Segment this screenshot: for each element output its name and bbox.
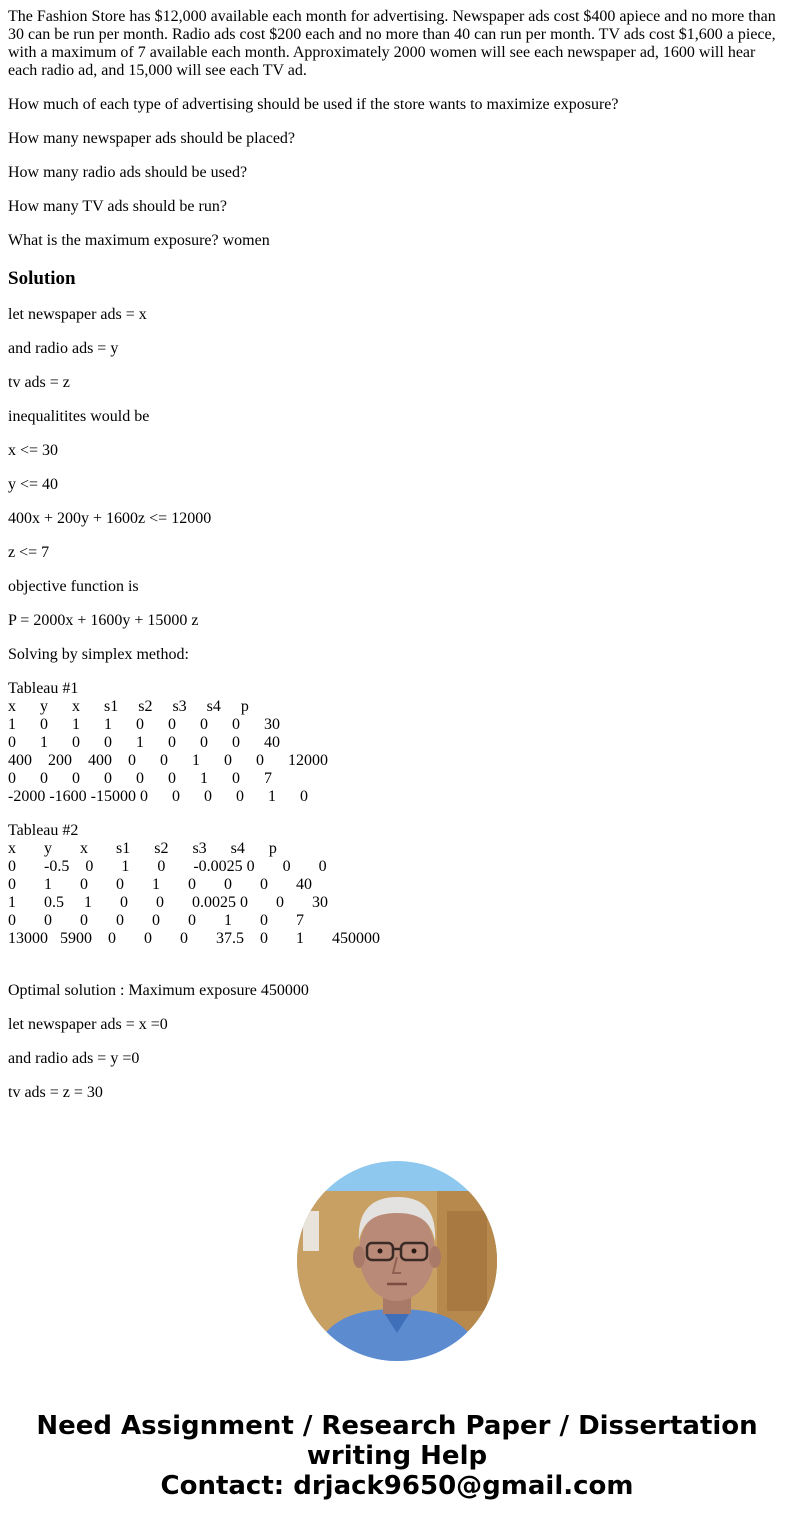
tableau-row: 0 1 0 0 1 0 0 0 40 (8, 734, 280, 751)
solution-line: let newspaper ads = x (8, 306, 147, 323)
solution-line: z <= 7 (8, 544, 50, 561)
solution-line: tv ads = z (8, 374, 70, 391)
footer-banner (0, 1411, 794, 1501)
question-5: What is the maximum exposure? women (8, 232, 270, 249)
tableau-row: 0 -0.5 0 1 0 -0.0025 0 0 0 (8, 858, 327, 875)
tableau-row: 1 0 1 1 0 0 0 0 30 (8, 716, 280, 733)
tableau-title: Tableau #1 (8, 680, 79, 697)
question-3: How many radio ads should be used? (8, 164, 248, 181)
tableau-row: x y x s1 s2 s3 s4 p (8, 698, 249, 715)
question-2: How many newspaper ads should be placed? (8, 130, 296, 147)
author-avatar (297, 1161, 497, 1361)
tableau-title: Tableau #2 (8, 822, 79, 839)
tableau-row: 0 0 0 0 0 0 1 0 7 (8, 770, 272, 787)
tableau-row: 1 0.5 1 0 0 0.0025 0 0 30 (8, 894, 328, 911)
tableau-row: -2000 -1600 -15000 0 0 0 0 1 0 (8, 788, 308, 805)
footer-contact: Contact: drjack9650@gmail.com (160, 1471, 634, 1501)
solution-line: Solving by simplex method: (8, 646, 189, 663)
solution-heading: Solution (8, 268, 76, 289)
question-intro: The Fashion Store has $12,000 available each month for advertising. Newspaper ads cost $400 apiece and no more than 30 can be run per month. Radio ads cost $200 each and no more than 40 can run per month. TV ads cost $1,600 a piece, with a maximum of 7 available each month. Approximately 2000 women will see each newspaper ad, 1600 will hear each radio ad, and 15,000 will see each TV ad. (8, 8, 780, 79)
solution-line: 400x + 200y + 1600z <= 12000 (8, 510, 212, 527)
page-content (0, 8, 794, 1102)
blank-line (8, 948, 786, 966)
tableau-row: x y x s1 s2 s3 s4 p (8, 840, 277, 857)
solution-line: x <= 30 (8, 442, 59, 459)
solution-line: and radio ads = y (8, 340, 119, 357)
footer-line-2: writing Help (306, 1441, 488, 1471)
solution-line: objective function is (8, 578, 139, 595)
footer-line-1: Need Assignment / Research Paper / Dissertation (36, 1411, 758, 1441)
tableau-1 (8, 680, 786, 806)
question-4: How many TV ads should be run? (8, 198, 227, 215)
tableau-row: 13000 5900 0 0 0 37.5 0 1 450000 (8, 930, 380, 947)
result-line: let newspaper ads = x =0 (8, 1016, 168, 1033)
result-line: tv ads = z = 30 (8, 1084, 103, 1101)
solution-line: P = 2000x + 1600y + 15000 z (8, 612, 199, 629)
solution-line: y <= 40 (8, 476, 59, 493)
tableau-2 (8, 822, 786, 966)
question-1: How much of each type of advertising should be used if the store wants to maximize exposure? (8, 96, 619, 113)
tableau-row: 0 0 0 0 0 0 1 0 7 (8, 912, 304, 929)
tableau-row: 400 200 400 0 0 1 0 0 12000 (8, 752, 328, 769)
result-line: Optimal solution : Maximum exposure 450000 (8, 982, 309, 999)
result-line: and radio ads = y =0 (8, 1050, 140, 1067)
solution-line: inequalitites would be (8, 408, 150, 425)
tableau-row: 0 1 0 0 1 0 0 0 40 (8, 876, 312, 893)
person-portrait-icon (297, 1161, 497, 1361)
